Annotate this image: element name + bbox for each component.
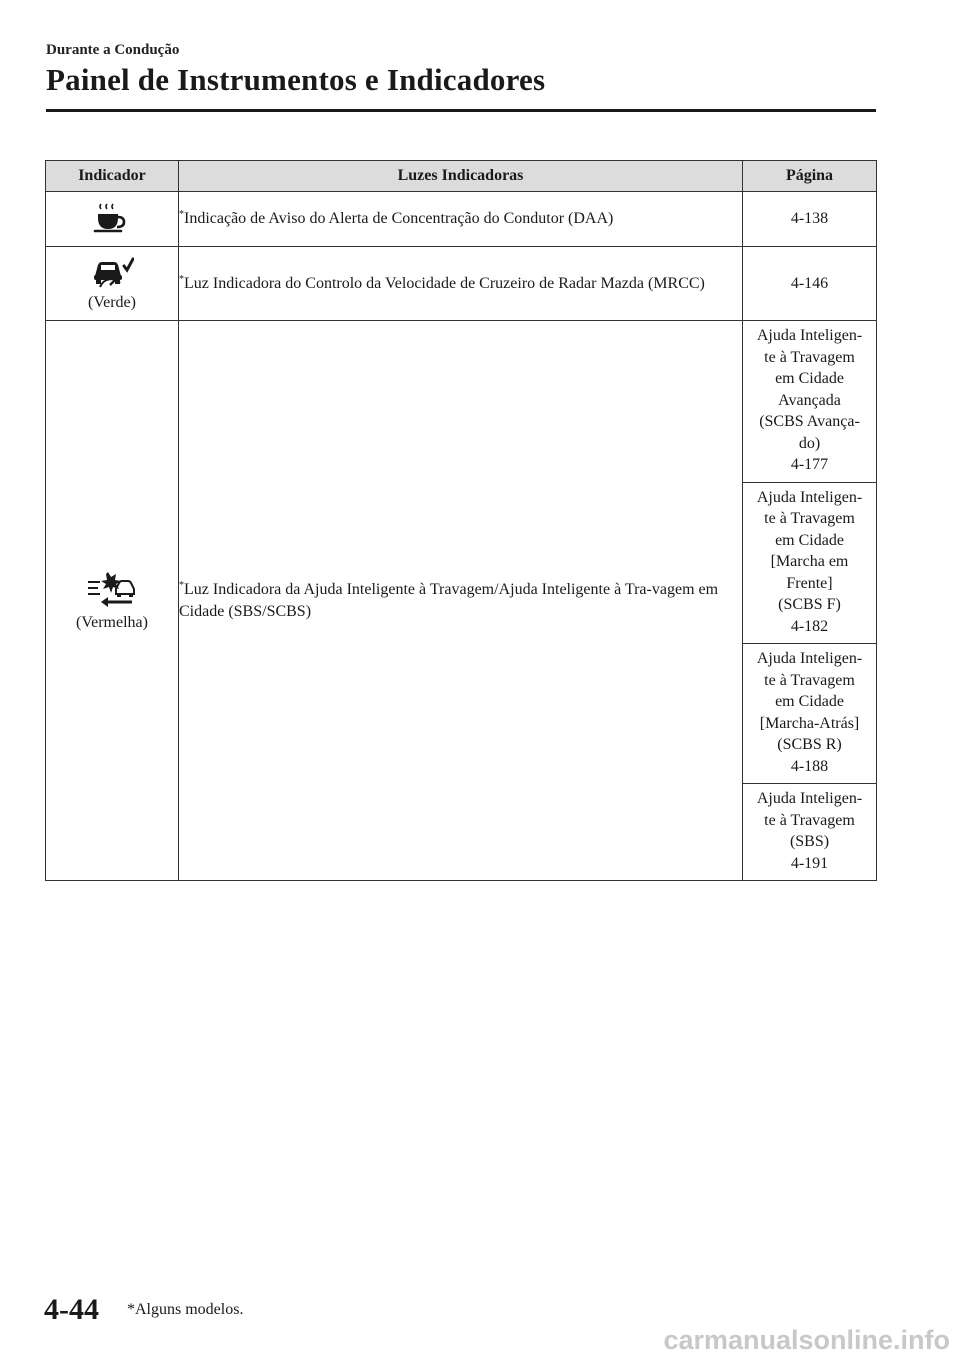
radar-cruise-control-icon — [90, 254, 134, 288]
page-ref-text: te à Travagem — [764, 348, 855, 366]
page-ref-text: Ajuda Inteligen- — [756, 790, 863, 807]
description-cell — [179, 192, 743, 247]
page-title: Painel de Instrumentos e Indicadores — [46, 62, 546, 97]
page-ref-text: te à Travagem — [764, 671, 855, 689]
driver-attention-coffee-icon — [92, 201, 132, 237]
indicator-cell — [46, 192, 179, 247]
title-divider — [46, 109, 876, 112]
page-ref-text: Ajuda Inteligen- — [756, 327, 863, 344]
page-ref-text: [Marcha em — [770, 553, 849, 570]
section-label: Durante a Condução — [46, 42, 180, 58]
page-ref-text: Frente] — [786, 574, 833, 592]
page-number[interactable]: 4-146 — [790, 274, 829, 292]
page-ref-text: em Cidade — [775, 370, 844, 387]
indicator-color-label: (Verde) — [88, 293, 136, 311]
page-number-footer: 4-44 — [44, 1293, 99, 1326]
page-ref-cell — [743, 247, 877, 321]
indicator-description: Luz Indicadora do Controlo da Velocidade de Cruzeiro de Radar Mazda (MRCC) — [184, 274, 705, 292]
header-page: Página — [743, 161, 877, 192]
indicator-table — [45, 160, 877, 881]
page-number[interactable]: 4-182 — [790, 617, 829, 635]
table-row — [46, 192, 877, 247]
indicator-cell — [46, 321, 179, 881]
page-ref-text: do) — [798, 434, 821, 452]
indicator-cell — [46, 247, 179, 321]
page-ref-text: Ajuda Inteligen- — [756, 488, 863, 506]
header-lights: Luzes Indicadoras — [179, 161, 743, 192]
table-row — [46, 321, 877, 483]
page-number[interactable]: 4-188 — [790, 757, 829, 775]
table-row — [46, 247, 877, 321]
description-cell — [179, 247, 743, 321]
watermark[interactable]: carmanualsonline.info — [663, 1325, 950, 1355]
smart-brake-support-icon — [86, 568, 138, 608]
asterisk-mark: * — [179, 273, 184, 285]
description-cell — [179, 321, 743, 881]
page-ref-text: em Cidade — [775, 531, 844, 549]
page-ref-cell — [743, 784, 877, 881]
page-ref-cell — [743, 321, 877, 483]
asterisk-mark: * — [179, 209, 184, 221]
page-ref-text: (SBS) — [789, 833, 830, 850]
page-ref-text: Avançada — [778, 391, 841, 409]
page-number[interactable]: 4-177 — [790, 456, 829, 473]
asterisk-mark: * — [179, 580, 184, 591]
page-ref-text: [Marcha-Atrás] — [759, 714, 860, 732]
page-ref-text: (SCBS F) — [778, 596, 841, 613]
table-header-row — [46, 161, 877, 192]
page-ref-text: em Cidade — [775, 693, 844, 710]
page-ref-cell — [743, 644, 877, 784]
page-number[interactable]: 4-191 — [790, 854, 829, 872]
page-ref-text: te à Travagem — [764, 811, 855, 829]
page-ref-cell — [743, 482, 877, 644]
header-indicator: Indicador — [46, 161, 179, 192]
page-number[interactable]: 4-138 — [790, 210, 829, 228]
page-ref-text: Ajuda Inteligen- — [756, 650, 863, 667]
indicator-color-label: (Vermelha) — [76, 613, 148, 631]
footnote: *Alguns modelos. — [127, 1301, 244, 1318]
indicator-description: Indicação de Aviso do Alerta de Concentração do Condutor (DAA) — [184, 210, 614, 228]
page-ref-text: (SCBS Avança- — [759, 413, 860, 430]
page-ref-cell — [743, 192, 877, 247]
page-ref-text: (SCBS R) — [777, 736, 842, 753]
indicator-description: Luz Indicadora da Ajuda Inteligente à Travagem/Ajuda Inteligente à Tra-vagem em Cidade (SBS/SCBS) — [179, 581, 719, 620]
page-ref-text: te à Travagem — [764, 510, 855, 527]
